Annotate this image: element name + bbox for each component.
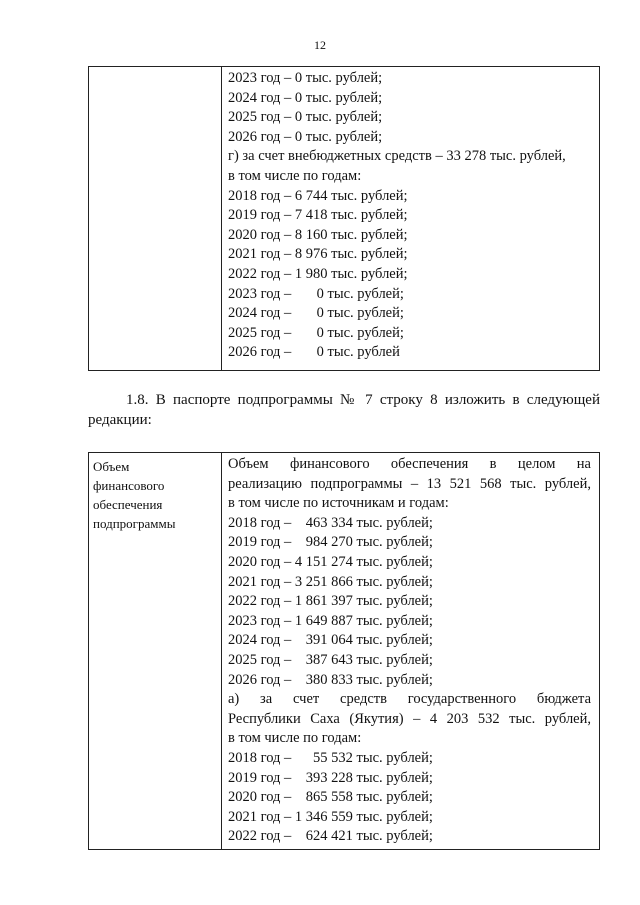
text-line: 2019 год – 7 418 тыс. рублей; [228, 207, 408, 224]
text-line: 2019 год – 393 228 тыс. рублей; [228, 769, 433, 786]
text-line: 2022 год – 1 980 тыс. рублей; [228, 265, 408, 282]
text-line: 2023 год – 0 тыс. рублей; [228, 70, 383, 86]
table-value-cell [222, 67, 600, 371]
table-label-cell [89, 453, 222, 850]
text-line: 2025 год – 0 тыс. рублей; [228, 324, 404, 341]
text-line: 2022 год – 1 861 397 тыс. рублей; [228, 593, 433, 610]
text-line: 2020 год – 865 558 тыс. рублей; [228, 789, 433, 806]
text-line: 2021 год – 3 251 866 тыс. рублей; [228, 573, 433, 590]
text-line: 2025 год – 0 тыс. рублей; [228, 109, 383, 126]
text-line: 2023 год – 0 тыс. рублей; [228, 285, 404, 302]
table-row [89, 67, 600, 371]
table-value-cell [222, 453, 600, 850]
amendment-text: 1.8. В паспорте подпрограммы № 7 строку 8 изложить в следующей [126, 392, 600, 408]
subprogram-funding-table [88, 452, 600, 850]
funding-by-year-list [228, 494, 591, 690]
funding-lines [222, 67, 599, 365]
budget-source-text [228, 690, 591, 729]
text-line: Республики Саха (Якутия) – 4 203 532 тыс. рублей, [228, 710, 591, 727]
text-line: 2025 год – 387 643 тыс. рублей; [228, 651, 433, 668]
text-line: 2020 год – 4 151 274 тыс. рублей; [228, 553, 433, 570]
row-label [89, 453, 221, 533]
text-line: 2019 год – 984 270 тыс. рублей; [228, 534, 433, 551]
funding-description [222, 453, 599, 849]
table-row [89, 453, 600, 850]
text-line: 2020 год – 8 160 тыс. рублей; [228, 226, 408, 243]
table-label-cell [89, 67, 222, 371]
amendment-line [88, 390, 600, 410]
table-label-text [89, 67, 221, 71]
text-line: г) за счет внебюджетных средств – 33 278 тыс. рублей, [228, 148, 566, 165]
text-line: подпрограммы [93, 516, 176, 531]
amendment-paragraph [88, 390, 600, 430]
text-line: реализацию подпрограммы – 13 521 568 тыс. рублей, [228, 475, 591, 492]
text-line: 2026 год – 380 833 тыс. рублей; [228, 671, 433, 688]
text-line: а) за счет средств государственного бюджета [228, 691, 591, 708]
text-line: 2021 год – 8 976 тыс. рублей; [228, 246, 408, 263]
text-line: 2026 год – 0 тыс. рублей; [228, 128, 383, 145]
page-number: 12 [314, 38, 326, 52]
amendment-line: редакции: [88, 412, 152, 428]
text-line: 2024 год – 0 тыс. рублей; [228, 89, 383, 106]
text-line: 2018 год – 463 334 тыс. рублей; [228, 514, 433, 531]
text-line: 2024 год – 391 064 тыс. рублей; [228, 632, 433, 649]
budget-by-year-list [228, 729, 591, 847]
continued-passport-table [88, 66, 600, 371]
text-line: обеспечения [93, 497, 163, 512]
text-line: в том числе по годам: [228, 167, 362, 184]
text-line: 2023 год – 1 649 887 тыс. рублей; [228, 612, 433, 629]
text-line: финансового [93, 478, 165, 493]
text-line: Объем финансового обеспечения в целом на [228, 456, 591, 472]
text-line: 2024 год – 0 тыс. рублей; [228, 305, 404, 322]
text-line: 2026 год – 0 тыс. рублей [228, 344, 400, 361]
text-line: 2018 год – 6 744 тыс. рублей; [228, 187, 408, 204]
text-line: 2018 год – 55 532 тыс. рублей; [228, 749, 433, 766]
text-line: 2022 год – 624 421 тыс. рублей; [228, 828, 433, 845]
total-funding-text [228, 455, 591, 494]
text-line: 2021 год – 1 346 559 тыс. рублей; [228, 808, 433, 825]
text-line: в том числе по годам: [228, 730, 362, 747]
text-line: в том числе по источникам и годам: [228, 495, 449, 512]
text-line: Объем [93, 459, 130, 474]
